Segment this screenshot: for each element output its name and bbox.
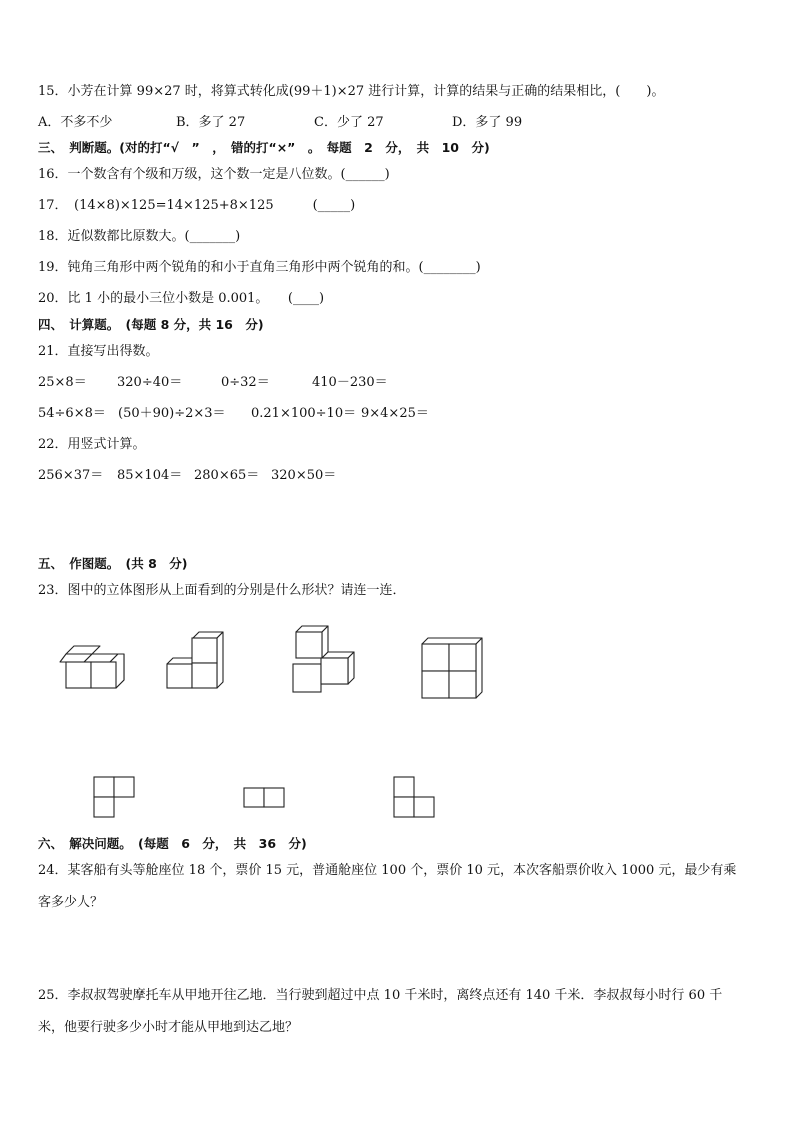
q23-stem: 23．图中的立体图形从上面看到的分别是什么形状？请连一连．: [38, 583, 406, 598]
q25-line-2: 米，他要行驶多少小时才能从甲地到达乙地？: [38, 1020, 299, 1035]
q21-expr-1: 25×8＝: [38, 375, 87, 390]
section4-heading: 四、 计算题。 (每题 8 分，共 16 分): [38, 317, 264, 332]
solid-figure-1: [60, 640, 130, 692]
section5-heading: 五、 作图题。 (共 8 分): [38, 556, 188, 571]
q18: 18．近似数都比原数大。(_______): [38, 229, 241, 244]
q22-expr-1: 256×37＝: [38, 468, 104, 483]
q21-expr-8: 9×4×25＝: [361, 406, 429, 421]
q21-title: 21．直接写出得数。: [38, 344, 159, 359]
q22-expr-2: 85×104＝: [117, 468, 183, 483]
q17: 17． (14×8)×125=14×125+8×125 (_____): [38, 198, 356, 213]
q16: 16．一个数含有个级和万级，这个数一定是八位数。(______): [38, 167, 390, 182]
q24-line-1: 24．某客船有头等舱座位 18 个，票价 15 元，普通舱座位 100 个，票价 10 元，本次客船票价收入 1000 元，最少有乘: [38, 863, 737, 878]
q15-stem: 15．小芳在计算 99×27 时，将算式转化成(99＋1)×27 进行计算，计算的结果与正确的结果相比，( )。: [38, 84, 665, 99]
q22-expr-4: 320×50＝: [271, 468, 337, 483]
q22-expr-3: 280×65＝: [194, 468, 260, 483]
section6-heading: 六、 解决问题。 (每题 6 分， 共 36 分): [38, 836, 307, 851]
q19: 19．钝角三角形中两个锐角的和小于直角三角形中两个锐角的和。(________): [38, 260, 481, 275]
solid-figure-3: [290, 624, 364, 694]
q22-title: 22．用竖式计算。: [38, 437, 146, 452]
q21-expr-7: 0.21×100÷10＝: [251, 406, 357, 421]
q21-expr-6: (50＋90)÷2×3＝: [118, 406, 226, 421]
q21-expr-4: 410－230＝: [312, 375, 388, 390]
top-view-3: [393, 776, 437, 818]
q21-expr-2: 320÷40＝: [117, 375, 183, 390]
q25-line-1: 25．李叔叔驾驶摩托车从甲地开往乙地．当行驶到超过中点 10 千米时，离终点还有 140 千米．李叔叔每小时行 60 千: [38, 988, 723, 1003]
q24-line-2: 客多少人？: [38, 895, 104, 910]
top-view-2: [243, 787, 287, 809]
top-view-1: [93, 776, 137, 818]
solid-figure-2: [163, 630, 233, 692]
q15-option-d: D．多了 99: [452, 115, 523, 130]
q15-option-b: B．多了 27: [176, 115, 246, 130]
q21-expr-5: 54÷6×8＝: [38, 406, 106, 421]
section3-heading: 三、 判断题。(对的打“√ ” ， 错的打“×” 。 每题 2 分， 共 10 分): [38, 140, 490, 155]
solid-figure-4: [420, 636, 486, 700]
q20: 20．比 1 小的最小三位小数是 0.001。 (____): [38, 291, 325, 306]
q21-expr-3: 0÷32＝: [221, 375, 270, 390]
q15-option-a: A．不多不少: [38, 115, 113, 130]
q15-option-c: C．少了 27: [314, 115, 384, 130]
